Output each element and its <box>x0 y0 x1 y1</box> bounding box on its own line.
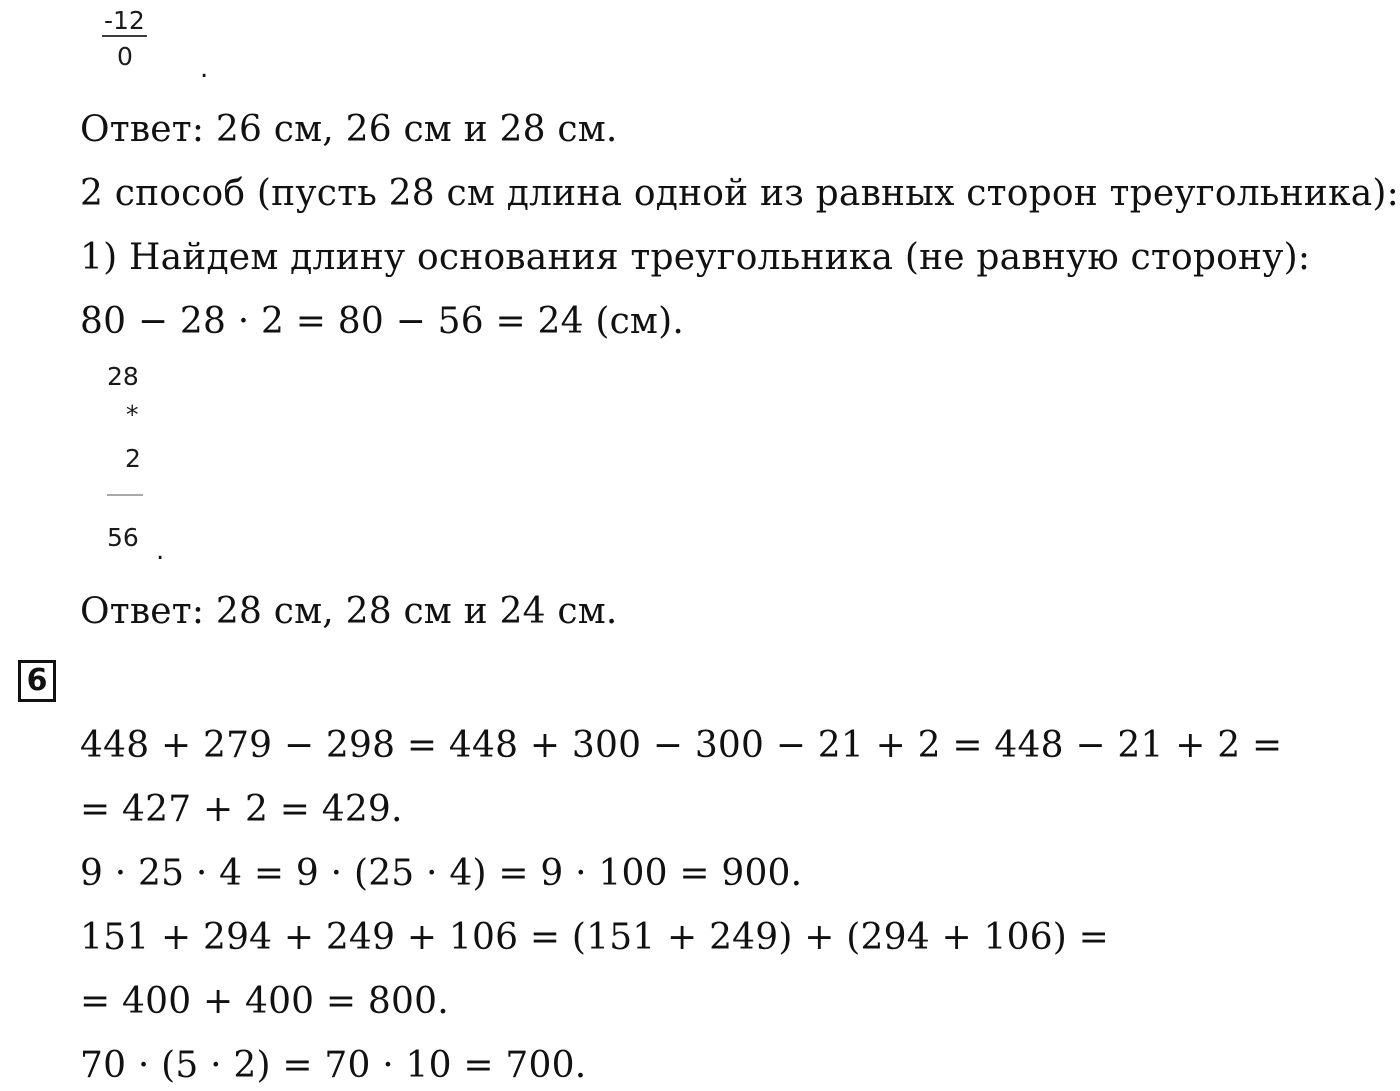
method-2-expression: 80 − 28 · 2 = 80 − 56 = 24 (см). <box>80 301 685 342</box>
column-calc-result: 0 <box>117 42 133 71</box>
answer-line-1: Ответ: 26 см, 26 см и 28 см. <box>80 109 618 150</box>
column-mult-result: 56 <box>107 523 139 552</box>
column-mult-operand-1: 28 <box>107 362 139 391</box>
task-6-line-3: 9 · 25 · 4 = 9 · (25 · 4) = 9 · 100 = 900. <box>80 853 803 894</box>
task-6-line-2: = 427 + 2 = 429. <box>80 789 403 830</box>
task-6-line-4: 151 + 294 + 249 + 106 = (151 + 249) + (294 + 106) = <box>80 917 1110 958</box>
period-mark: . <box>200 54 209 84</box>
column-calc-numerator: -12 <box>104 6 145 35</box>
column-mult-rule <box>107 494 143 496</box>
column-mult-operator: * <box>126 400 139 429</box>
period-mark: . <box>156 536 165 566</box>
method-2-heading: 2 способ (пусть 28 см длина одной из равных сторон треугольника): <box>80 173 1399 214</box>
column-mult-operand-2: 2 <box>125 444 141 473</box>
answer-line-2: Ответ: 28 см, 28 см и 24 см. <box>80 591 618 632</box>
method-2-step-1: 1) Найдем длину основания треугольника (не равную сторону): <box>80 237 1311 278</box>
task-6-line-6: 70 · (5 · 2) = 70 · 10 = 700. <box>80 1045 587 1086</box>
task-6-line-5: = 400 + 400 = 800. <box>80 981 449 1022</box>
task-number-box: 6 <box>18 660 56 702</box>
task-6-line-1: 448 + 279 − 298 = 448 + 300 − 300 − 21 + 2 = 448 − 21 + 2 = <box>80 725 1283 766</box>
